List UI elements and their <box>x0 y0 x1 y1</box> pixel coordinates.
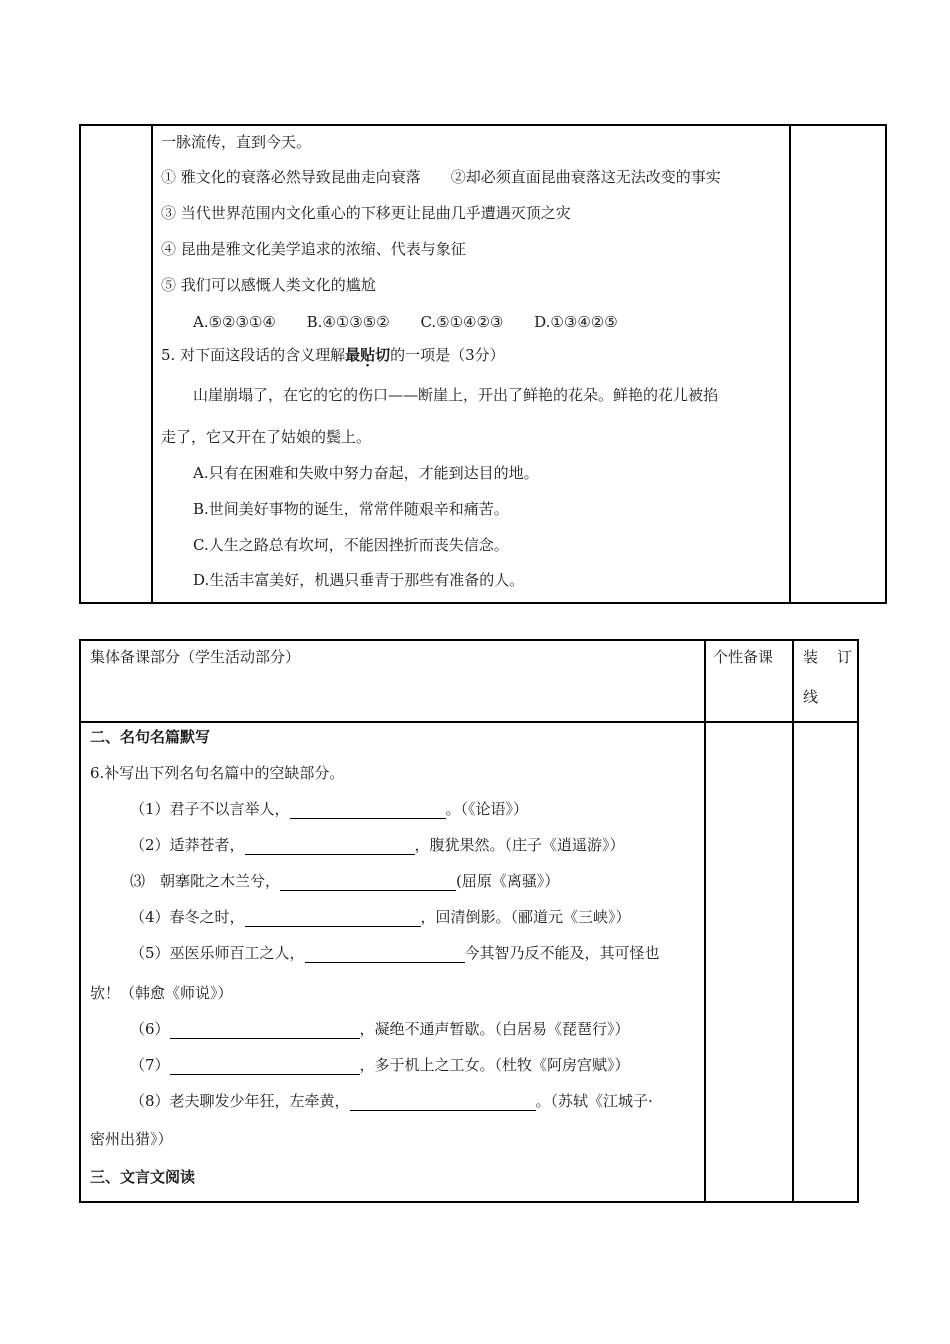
column-divider <box>704 641 706 1201</box>
q4-option-d: D.①③④②⑤ <box>534 313 618 331</box>
q5-option-a: A.只有在困难和失败中努力奋起，才能到达目的地。 <box>193 464 539 482</box>
right-notes-cell <box>789 126 885 602</box>
column-divider <box>792 641 794 1201</box>
fill-item-6: （6） ，凝绝不通声暂歇。（白居易《琵琶行》） <box>130 1020 630 1038</box>
passage-line-2: 走了，它又开在了姑娘的鬓上。 <box>161 428 372 446</box>
q4-option-a: A.⑤②③①④ <box>193 313 276 331</box>
section-3-title: 三、文言文阅读 <box>90 1168 196 1186</box>
sentence-5: ⑤ 我们可以感慨人类文化的尴尬 <box>161 276 376 294</box>
continued-line: 一脉流传，直到今天。 <box>161 133 312 151</box>
q5-stem <box>161 345 505 365</box>
fill-item-2: （2）适莽苍者， ，腹犹果然。（庄子《逍遥游》） <box>130 836 625 854</box>
fill-item-4: （4）春冬之时， ，回清倒影。（郦道元《三峡》） <box>130 908 631 926</box>
header-personal-prep: 个性备课 <box>713 648 774 666</box>
lesson-table-top <box>79 124 887 604</box>
lesson-table-bottom <box>79 639 859 1203</box>
answer-blank[interactable] <box>350 1094 536 1111</box>
sentence-1-2: ① 雅文化的衰落必然导致昆曲走向衰落 ②却必须直面昆曲衰落这无法改变的事实 <box>161 168 721 186</box>
fill-item-1: （1）君子不以言举人， 。（《论语》） <box>130 800 529 818</box>
left-margin-cell <box>81 126 153 602</box>
sentence-3: ③ 当代世界范围内文化重心的下移更让昆曲几乎遭遇灭顶之灾 <box>161 204 571 222</box>
q6-instruction: 6.补写出下列名句名篇中的空缺部分。 <box>90 764 345 782</box>
sentence-4: ④ 昆曲是雅文化美学追求的浓缩、代表与象征 <box>161 240 466 258</box>
q4-option-b: B.④①③⑤② <box>306 313 390 331</box>
answer-blank[interactable] <box>245 838 415 855</box>
q5-prefix: 5. 对下面这段话的含义理解 <box>161 346 346 364</box>
fill-item-8-continued: 密州出猎》） <box>90 1130 173 1148</box>
fill-item-5-continued: 欤！（韩愈《师说》） <box>90 984 233 1002</box>
q5-suffix: 的一项是（3分） <box>390 346 505 364</box>
header-binding-line: 装 订 <box>803 648 855 666</box>
answer-blank[interactable] <box>305 946 465 963</box>
fill-item-3: ⑶ 朝搴阰之木兰兮， (屈原《离骚》） <box>130 872 560 890</box>
header-divider <box>81 721 857 723</box>
answer-blank[interactable] <box>170 1058 360 1075</box>
answer-blank[interactable] <box>290 802 446 819</box>
q5-option-c: C.人生之路总有坎坷，不能因挫折而丧失信念。 <box>193 536 509 554</box>
fill-item-5: （5）巫医乐师百工之人， 今其智乃反不能及，其可怪也 <box>130 944 660 962</box>
answer-blank[interactable] <box>245 910 421 927</box>
header-collective-prep: 集体备课部分（学生活动部分） <box>90 648 301 666</box>
fill-item-7: （7） ，多于机上之工女。（杜牧《阿房宫赋》） <box>130 1056 630 1074</box>
q4-options <box>193 312 644 332</box>
q5-option-b: B.世间美好事物的诞生，常常伴随艰辛和痛苦。 <box>193 500 509 518</box>
question-content-cell <box>153 126 791 602</box>
header-binding-line-2: 线 <box>803 688 819 706</box>
section-2-title: 二、名句名篇默写 <box>90 728 211 746</box>
passage-line-1: 山崖崩塌了，在它的它的伤口——断崖上，开出了鲜艳的花朵。鲜艳的花儿被掐 <box>193 386 719 404</box>
q4-option-c: C.⑤①④②③ <box>420 313 504 331</box>
q5-option-d: D.生活丰富美好，机遇只垂青于那些有准备的人。 <box>193 571 525 589</box>
answer-blank[interactable] <box>170 1022 360 1039</box>
fill-item-8: （8）老夫聊发少年狂，左牵黄， 。（苏轼《江城子· <box>130 1092 653 1110</box>
q5-emphasis: 最贴切 <box>345 346 391 364</box>
answer-blank[interactable] <box>280 874 456 891</box>
